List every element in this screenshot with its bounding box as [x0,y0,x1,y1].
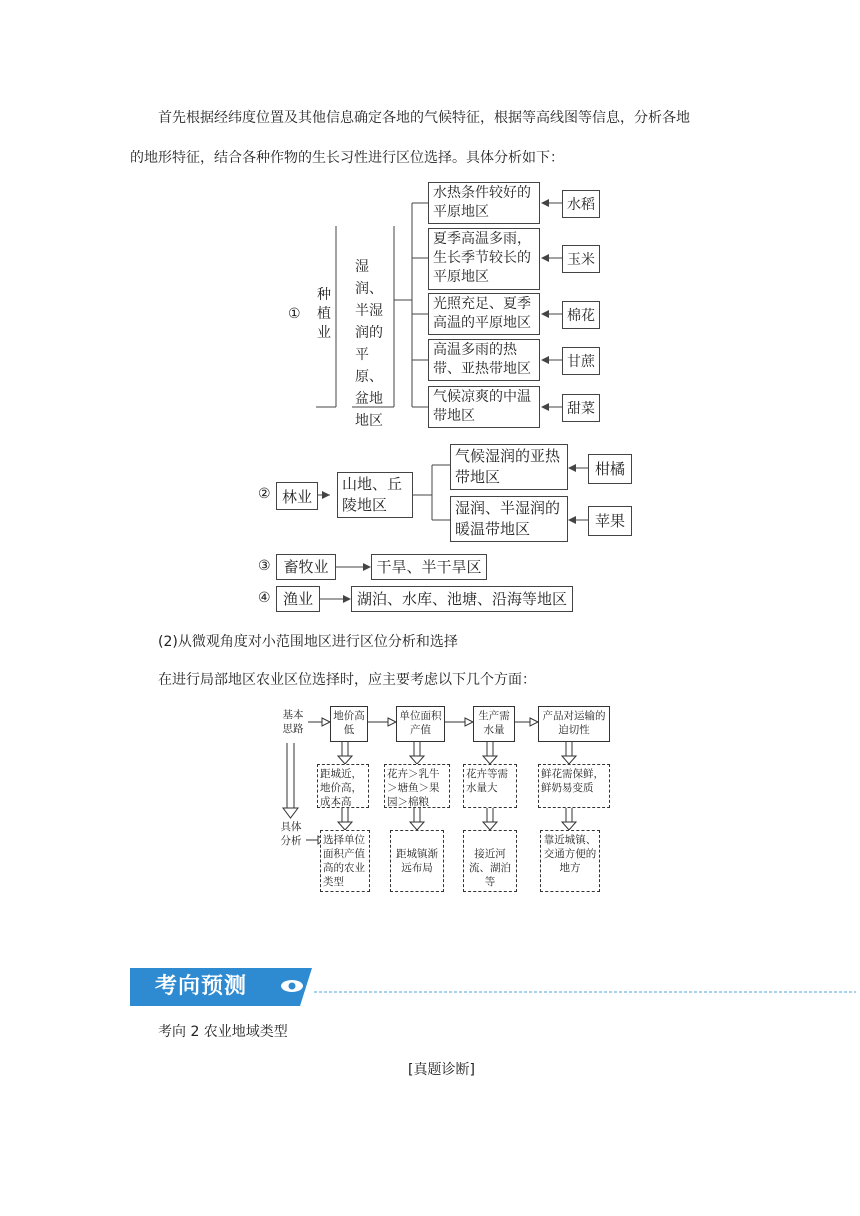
forest-condition-2: 湿润、半湿润的暖温带地区 [450,496,568,542]
analysis-perishability: 鲜花需保鲜，鲜奶易变质 [538,764,610,808]
forest-condition-1: 气候湿润的亚热带地区 [450,444,568,490]
factor-transport-urgency: 产品对运输的迫切性 [538,706,610,742]
crop-cotton: 棉花 [562,301,600,329]
basic-approach-label: 基本思路 [278,708,308,740]
condition-box-1: 水热条件较好的平原地区 [428,182,540,224]
forestry-region: 山地、丘陵地区 [337,472,413,518]
fishery-region: 湖泊、水库、池塘、沿海等地区 [351,586,573,612]
condition-box-4: 高温多雨的热带、亚热带地区 [428,339,540,381]
topic-heading: 考向 2 农业地域类型 [158,1024,288,1040]
forestry-label: 林业 [276,482,318,510]
section-label-diagnosis: [真题诊断] [408,1062,475,1078]
animal-husbandry-label: 畜牧业 [276,554,336,580]
intro-line-1: 首先根据经纬度位置及其他信息确定各地的气候特征，根据等高线图等信息，分析各地 [158,110,690,126]
conclusion-near-town: 靠近城镇、交通方便的地方 [540,830,600,892]
condition-box-3: 光照充足、夏季高温的平原地区 [428,293,540,335]
crop-corn: 玉米 [562,245,600,273]
condition-box-2: 夏季高温多雨，生长季节较长的平原地区 [428,228,540,290]
item-number-2: ② [258,486,271,502]
fishery-label: 渔业 [276,586,320,612]
conclusion-near-water: 接近河流、湖泊等 [463,830,517,892]
section-banner-title: 考向预测 [130,968,272,1006]
crop-apple: 苹果 [588,506,632,536]
specific-analysis-label: 具体分析 [276,820,306,852]
crop-sugarbeet: 甜菜 [562,394,600,422]
item-number-3: ③ [258,558,271,574]
intro-line-2: 的地形特征，结合各种作物的生长习性进行区位选择。具体分析如下： [130,150,564,166]
section-2-intro: 在进行局部地区农业区位选择时，应主要考虑以下几个方面： [158,672,536,688]
planting-region: 湿润、半湿润的平原、盆地地区 [355,259,383,429]
analysis-land-price: 距城近，地价高，成本高 [317,764,369,808]
item-number-4: ④ [258,590,271,606]
crop-sugarcane: 甘蔗 [562,347,600,375]
animal-region: 干旱、半干旱区 [371,554,487,580]
condition-box-5: 气候凉爽的中温带地区 [428,386,540,428]
factor-land-price: 地价高低 [330,706,368,742]
analysis-output-ranking: 花卉＞乳牛＞塘鱼＞果园＞棉粮 [384,764,450,808]
item-number-1: ① [288,306,301,322]
section-2-heading: (2)从微观角度对小范围地区进行区位分析和选择 [158,634,458,650]
factor-water-demand: 生产需水量 [473,706,515,742]
crop-citrus: 柑橘 [588,454,632,484]
crop-rice: 水稻 [562,190,600,218]
analysis-water-demand: 花卉等需水量大 [463,764,517,808]
conclusion-distance-layout: 距城镇渐远布局 [390,830,444,892]
planting-label: 种植业 [317,287,331,341]
factor-output-per-area: 单位面积产值 [396,706,445,742]
conclusion-high-value: 选择单位面积产值高的农业类型 [320,830,370,892]
